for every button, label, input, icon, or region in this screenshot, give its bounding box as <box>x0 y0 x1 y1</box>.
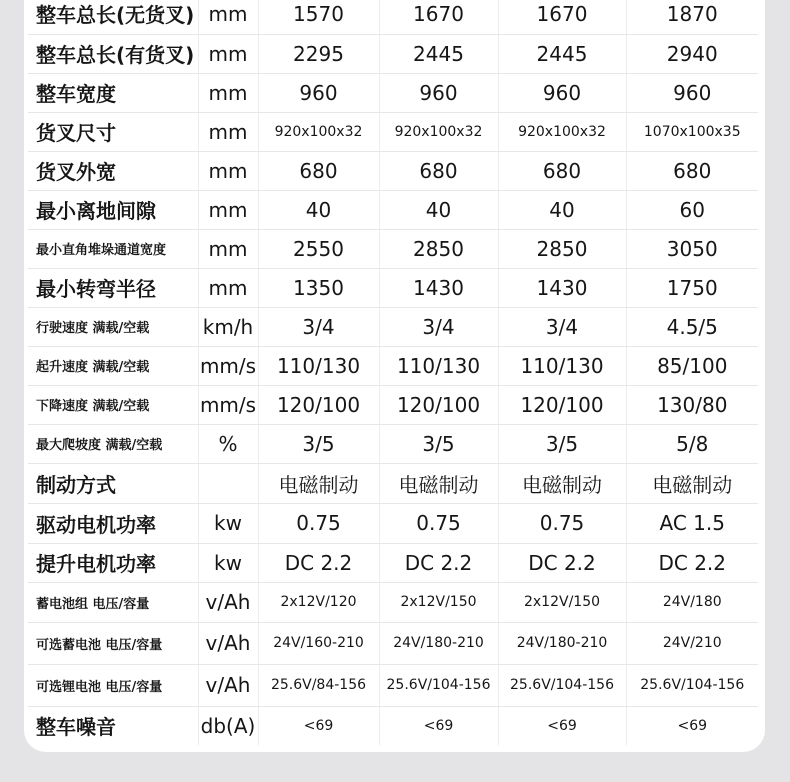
spec-value-model-2: 电磁制动 <box>379 463 498 503</box>
spec-label: 可选锂电池 电压/容量 <box>28 664 198 706</box>
spec-unit: km/h <box>198 307 258 346</box>
spec-unit: mm <box>198 112 258 151</box>
spec-row <box>28 229 758 268</box>
spec-value-model-3: 0.75 <box>498 503 626 543</box>
spec-value-model-2: 24V/180-210 <box>379 622 498 664</box>
spec-row <box>28 424 758 463</box>
spec-value-model-3: <69 <box>498 706 626 745</box>
spec-row <box>28 268 758 307</box>
spec-value-model-1: 电磁制动 <box>258 463 379 503</box>
spec-value-model-1: 2295 <box>258 34 379 73</box>
spec-row <box>28 34 758 73</box>
spec-unit: v/Ah <box>198 582 258 622</box>
spec-table <box>28 0 758 745</box>
spec-value-model-1: 2550 <box>258 229 379 268</box>
spec-value-model-4: 60 <box>626 190 758 229</box>
spec-unit: db(A) <box>198 706 258 745</box>
spec-label: 整车总长(无货叉) <box>28 0 198 34</box>
spec-value-model-4: 3050 <box>626 229 758 268</box>
spec-value-model-4: 130/80 <box>626 385 758 424</box>
spec-value-model-3: 680 <box>498 151 626 190</box>
spec-label: 驱动电机功率 <box>28 503 198 543</box>
spec-value-model-3: 960 <box>498 73 626 112</box>
spec-label: 提升电机功率 <box>28 543 198 582</box>
spec-unit: mm <box>198 151 258 190</box>
spec-value-model-2: 110/130 <box>379 346 498 385</box>
spec-value-model-1: 1350 <box>258 268 379 307</box>
spec-value-model-1: 110/130 <box>258 346 379 385</box>
spec-value-model-3: 25.6V/104-156 <box>498 664 626 706</box>
spec-label: 货叉尺寸 <box>28 112 198 151</box>
spec-value-model-2: <69 <box>379 706 498 745</box>
spec-label: 最小转弯半径 <box>28 268 198 307</box>
spec-unit: mm <box>198 229 258 268</box>
spec-value-model-3: DC 2.2 <box>498 543 626 582</box>
spec-value-model-1: <69 <box>258 706 379 745</box>
spec-value-model-4: 25.6V/104-156 <box>626 664 758 706</box>
spec-row <box>28 190 758 229</box>
spec-row <box>28 706 758 745</box>
spec-value-model-2: 0.75 <box>379 503 498 543</box>
spec-value-model-3: 24V/180-210 <box>498 622 626 664</box>
spec-value-model-4: 4.5/5 <box>626 307 758 346</box>
spec-value-model-3: 3/4 <box>498 307 626 346</box>
spec-label: 货叉外宽 <box>28 151 198 190</box>
spec-value-model-2: 2445 <box>379 34 498 73</box>
spec-value-model-2: 3/5 <box>379 424 498 463</box>
spec-value-model-3: 120/100 <box>498 385 626 424</box>
spec-value-model-4: 24V/210 <box>626 622 758 664</box>
spec-row <box>28 0 758 34</box>
spec-value-model-2: 1430 <box>379 268 498 307</box>
spec-label: 整车宽度 <box>28 73 198 112</box>
spec-value-model-1: 920x100x32 <box>258 112 379 151</box>
spec-row <box>28 582 758 622</box>
spec-row <box>28 385 758 424</box>
spec-unit: mm <box>198 73 258 112</box>
spec-value-model-4: 24V/180 <box>626 582 758 622</box>
spec-row <box>28 73 758 112</box>
spec-value-model-3: 电磁制动 <box>498 463 626 503</box>
spec-value-model-4: 2940 <box>626 34 758 73</box>
spec-unit: v/Ah <box>198 664 258 706</box>
spec-label: 最大爬坡度 满载/空载 <box>28 424 198 463</box>
spec-unit: mm <box>198 268 258 307</box>
spec-label: 最小离地间隙 <box>28 190 198 229</box>
spec-unit: mm <box>198 34 258 73</box>
spec-value-model-3: 920x100x32 <box>498 112 626 151</box>
spec-unit <box>198 463 258 503</box>
spec-value-model-4: 1750 <box>626 268 758 307</box>
spec-value-model-2: 40 <box>379 190 498 229</box>
spec-value-model-4: AC 1.5 <box>626 503 758 543</box>
spec-value-model-4: <69 <box>677 717 708 734</box>
spec-value-model-2: 2x12V/150 <box>379 582 498 622</box>
spec-value-model-1: 1570 <box>258 0 379 34</box>
spec-label: 下降速度 满载/空载 <box>28 385 198 424</box>
spec-value-model-2: 920x100x32 <box>379 112 498 151</box>
spec-unit: mm <box>198 0 258 34</box>
spec-value-model-3: 1670 <box>498 0 626 34</box>
spec-unit: mm/s <box>198 346 258 385</box>
spec-value-model-1: 3/4 <box>258 307 379 346</box>
spec-row <box>28 307 758 346</box>
spec-value-model-1: 24V/160-210 <box>258 622 379 664</box>
spec-unit: % <box>198 424 258 463</box>
spec-value-model-2: 120/100 <box>379 385 498 424</box>
spec-value-model-2: 2850 <box>379 229 498 268</box>
spec-value-model-3: 2850 <box>498 229 626 268</box>
spec-value-model-1: 0.75 <box>258 503 379 543</box>
spec-value-model-3: 1430 <box>498 268 626 307</box>
spec-label: 制动方式 <box>28 463 198 503</box>
spec-value-model-1: DC 2.2 <box>258 543 379 582</box>
spec-unit: v/Ah <box>198 622 258 664</box>
spec-card <box>24 0 765 752</box>
spec-label: 可选蓄电池 电压/容量 <box>28 622 198 664</box>
spec-value-model-1: 120/100 <box>258 385 379 424</box>
spec-row <box>28 151 758 190</box>
spec-value-model-4: 5/8 <box>626 424 758 463</box>
spec-row <box>28 463 758 503</box>
spec-row <box>28 664 758 706</box>
spec-label: 起升速度 满载/空载 <box>28 346 198 385</box>
spec-value-model-3: 110/130 <box>498 346 626 385</box>
spec-label: 蓄电池组 电压/容量 <box>28 582 198 622</box>
spec-value-model-1: 680 <box>258 151 379 190</box>
spec-value-model-1: 2x12V/120 <box>258 582 379 622</box>
spec-unit: kw <box>198 503 258 543</box>
spec-value-model-4: 680 <box>626 151 758 190</box>
spec-value-model-4: 电磁制动 <box>626 463 758 503</box>
spec-value-model-1: 3/5 <box>258 424 379 463</box>
spec-label: 整车噪音 <box>28 706 198 745</box>
spec-unit: mm/s <box>198 385 258 424</box>
spec-row <box>28 503 758 543</box>
spec-value-model-4: 1870 <box>626 0 758 34</box>
spec-value-model-2: 960 <box>379 73 498 112</box>
spec-label: 行驶速度 满载/空载 <box>28 307 198 346</box>
spec-value-model-1: 25.6V/84-156 <box>258 664 379 706</box>
spec-row <box>28 622 758 664</box>
spec-row <box>28 112 758 151</box>
spec-value-model-1: 40 <box>258 190 379 229</box>
spec-value-model-4: 960 <box>626 73 758 112</box>
spec-value-model-2: 25.6V/104-156 <box>379 664 498 706</box>
spec-unit: mm <box>198 190 258 229</box>
spec-label: 整车总长(有货叉) <box>28 34 198 73</box>
spec-value-model-3: 3/5 <box>498 424 626 463</box>
spec-row <box>28 543 758 582</box>
spec-row <box>28 346 758 385</box>
spec-value-model-4: DC 2.2 <box>626 543 758 582</box>
spec-unit: kw <box>198 543 258 582</box>
spec-value-model-2: 680 <box>379 151 498 190</box>
spec-value-model-2: 1670 <box>379 0 498 34</box>
spec-value-model-4: 1070x100x35 <box>626 112 758 151</box>
spec-value-model-4: 85/100 <box>626 346 758 385</box>
spec-value-model-2: DC 2.2 <box>379 543 498 582</box>
spec-value-model-3: 2445 <box>498 34 626 73</box>
spec-label: 最小直角堆垛通道宽度 <box>28 229 198 268</box>
spec-value-model-3: 2x12V/150 <box>498 582 626 622</box>
spec-value-model-3: 40 <box>498 190 626 229</box>
spec-value-model-1: 960 <box>258 73 379 112</box>
spec-value-model-2: 3/4 <box>379 307 498 346</box>
